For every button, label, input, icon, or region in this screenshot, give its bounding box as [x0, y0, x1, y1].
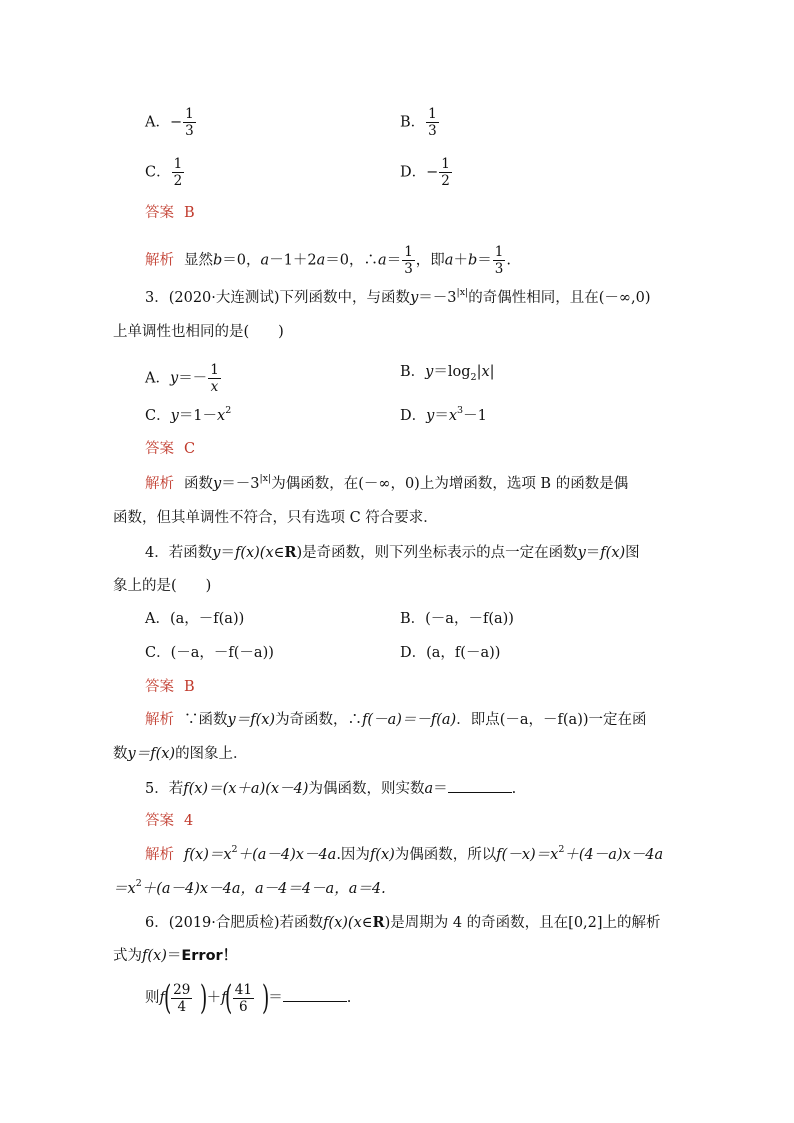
stem-text: 的奇偶性相同，且在(－∞,0) — [468, 290, 651, 306]
math-text: ＝1－ — [178, 408, 218, 424]
math-text: ＝－3 — [418, 290, 457, 306]
stem-text: 4．若函数 — [145, 545, 213, 561]
minus-sign: − — [426, 164, 439, 181]
math-text: . — [511, 781, 517, 797]
math-text: ＝ — [477, 252, 492, 269]
q4-option-d — [400, 643, 500, 663]
left-paren: ( — [225, 978, 233, 1018]
q3-option-b — [400, 362, 495, 382]
var: y — [425, 364, 434, 380]
q6-stem-line1 — [145, 913, 661, 933]
math-text: －1 — [463, 408, 487, 424]
var: a — [444, 252, 454, 269]
numerator: 1 — [441, 156, 450, 172]
q3-stem-line1 — [145, 288, 651, 308]
q3-answer — [145, 439, 195, 459]
fraction — [183, 106, 196, 139]
left-paren: ( — [163, 978, 172, 1018]
math-text: ＋ — [453, 252, 468, 269]
option-letter: D． — [400, 408, 427, 424]
var: y — [170, 408, 179, 424]
math-text: ＝ — [585, 545, 601, 561]
q2-option-a — [145, 106, 197, 139]
math-text: R — [284, 544, 297, 561]
math-text: . — [346, 990, 352, 1006]
var: |x| — [476, 364, 495, 380]
analysis-text: 显然 — [184, 252, 213, 269]
analysis-label: 解析 — [145, 252, 174, 269]
math-text: R — [372, 914, 385, 931]
superscript: 2 — [231, 844, 238, 856]
var: f(－x)＝x — [496, 847, 559, 863]
var: x — [217, 408, 226, 424]
fraction — [172, 156, 185, 189]
denominator: 3 — [428, 123, 437, 139]
var: ＝f(x) — [135, 746, 176, 762]
answer-blank[interactable] — [448, 778, 512, 793]
var: f(x) — [142, 948, 167, 964]
var: ＝f(x) — [235, 712, 276, 728]
var: ＋(4－a)x－4a — [564, 847, 664, 863]
option-text: A．(a，－f(a)) — [145, 611, 245, 627]
denominator: 3 — [404, 261, 413, 277]
var: y — [212, 545, 221, 561]
math-text: ＝ — [433, 781, 448, 797]
numerator: 1 — [210, 362, 219, 378]
denominator: 4 — [177, 998, 187, 1015]
analysis-text: 的图象上． — [175, 746, 248, 762]
superscript: 2 — [558, 844, 565, 856]
q3-option-c — [145, 406, 231, 426]
stem-text: 为偶函数，则实数 — [308, 781, 425, 797]
analysis-label: 解析 — [145, 847, 174, 863]
analysis-label: 解析 — [145, 712, 174, 728]
math-text: ∈ — [273, 545, 285, 561]
option-text: D．(a，f(－a)) — [400, 645, 501, 661]
math-text: ＝log — [433, 364, 471, 380]
analysis-text: ．即点(－a，－f(a))一定在函 — [456, 712, 647, 728]
stem-text: 式为 — [113, 948, 142, 964]
q3-option-a — [145, 362, 222, 395]
answer-label: 答案 — [145, 679, 174, 695]
math-text: ＝0，∴ — [325, 252, 379, 269]
error-text: Error！ — [181, 948, 238, 964]
option-letter: B． — [400, 364, 426, 380]
var: f — [159, 990, 165, 1006]
var: a — [260, 252, 270, 269]
var: (x) — [605, 545, 626, 561]
var: y — [426, 408, 435, 424]
right-paren: ) — [200, 978, 208, 1018]
var: a — [424, 781, 434, 797]
answer-label: 答案 — [145, 205, 174, 221]
math-text: ＝0， — [222, 252, 261, 269]
q3-option-d — [400, 406, 487, 426]
math-text: ＝ — [386, 252, 402, 269]
fraction — [402, 244, 415, 277]
var: ＝x — [113, 881, 136, 897]
option-text: B．(－a，－f(a)) — [400, 611, 514, 627]
q4-analysis-line2 — [113, 744, 248, 764]
q3-analysis-line2 — [113, 508, 438, 528]
q4-stem-line2 — [113, 576, 211, 596]
q4-option-a — [145, 609, 244, 629]
stem-text: 图 — [625, 545, 640, 561]
math-text: ∈ — [361, 915, 373, 931]
stem-text: 5．若 — [145, 781, 184, 797]
superscript: 3 — [457, 405, 464, 417]
var: f(x)＝(x＋a)(x－4) — [183, 781, 309, 797]
var: f(－a)＝－f(a) — [362, 712, 457, 728]
answer-value: 4 — [184, 813, 194, 829]
superscript: |x| — [456, 287, 469, 299]
numerator: 1 — [404, 244, 413, 260]
math-text: ＝ — [220, 545, 235, 561]
math-text: . — [506, 252, 511, 269]
q5-stem — [145, 778, 516, 799]
option-letter: C． — [145, 408, 171, 424]
var: (x)(x — [240, 545, 274, 561]
math-text: ＝－ — [178, 370, 208, 387]
superscript: 2 — [135, 878, 142, 890]
answer-label: 答案 — [145, 813, 174, 829]
math-text: ＋ — [206, 990, 222, 1006]
analysis-text: 函数 — [184, 476, 213, 492]
q2-analysis — [145, 244, 511, 277]
stem-text: 象上的是( ) — [113, 578, 212, 594]
q6-question — [145, 978, 351, 1018]
fraction — [208, 362, 221, 395]
denominator: x — [210, 379, 219, 395]
stem-text: 6．(2019·合肥质检)若函数 — [145, 915, 324, 931]
denominator: 3 — [185, 123, 194, 139]
q6-stem-line2 — [113, 946, 237, 966]
minus-sign: − — [169, 114, 183, 131]
denominator: 2 — [173, 173, 183, 189]
option-letter: A． — [145, 370, 170, 387]
q4-answer — [145, 677, 195, 697]
var: y — [127, 746, 136, 762]
numerator: 1 — [185, 106, 194, 122]
option-letter: D． — [400, 164, 427, 181]
var: a — [316, 252, 326, 269]
var: y — [577, 545, 586, 561]
q2-answer — [145, 203, 195, 223]
var: ＋(a－4)x－4a — [237, 847, 337, 863]
var: f — [234, 545, 241, 561]
analysis-text: 数 — [113, 746, 128, 762]
q3-analysis-line1 — [145, 474, 628, 494]
stem-text: )是周期为 4 的奇函数，且在[0,2]上的解析 — [384, 915, 661, 931]
numerator: 1 — [494, 244, 504, 260]
var: ＋(a－4)x－4a，a－4＝4－a，a＝4. — [141, 881, 386, 897]
option-text: C．(－a，－f(－a)) — [145, 645, 274, 661]
q2-option-c — [145, 156, 185, 189]
var: f — [600, 545, 606, 561]
fraction — [233, 982, 254, 1015]
answer-value: C — [184, 441, 196, 457]
superscript: |x| — [259, 473, 272, 485]
math-text: －1＋2 — [269, 252, 317, 269]
denominator: 3 — [494, 261, 504, 277]
stem-text: 则 — [145, 990, 160, 1006]
superscript: 2 — [225, 405, 232, 417]
analysis-text: .因为 — [336, 847, 370, 863]
option-letter: A． — [145, 114, 170, 131]
var: b — [467, 252, 478, 269]
q3-stem-line2 — [113, 322, 284, 342]
var: y — [227, 712, 236, 728]
q4-analysis-line1 — [145, 710, 647, 730]
var: f — [221, 990, 227, 1006]
denominator: 6 — [239, 998, 248, 1015]
right-paren: ) — [261, 978, 270, 1018]
denominator: 2 — [441, 173, 450, 189]
numerator: 1 — [173, 156, 183, 172]
math-text: ＝ — [268, 990, 283, 1006]
numerator: 41 — [234, 981, 252, 998]
fraction — [426, 106, 439, 139]
var: b — [213, 252, 223, 269]
var: f(x) — [369, 847, 395, 863]
math-text: ＝ — [166, 948, 182, 964]
answer-label: 答案 — [145, 441, 174, 457]
q4-stem-line1 — [145, 543, 640, 563]
fraction — [493, 244, 506, 277]
q4-option-c — [145, 643, 274, 663]
q4-option-b — [400, 609, 514, 629]
q2-option-d — [400, 156, 453, 189]
analysis-text: 为偶函数，所以 — [394, 847, 497, 863]
math-text: ，即 — [415, 252, 445, 269]
q2-option-b — [400, 106, 440, 139]
numerator: 29 — [173, 981, 191, 998]
fraction — [439, 156, 452, 189]
fraction — [171, 982, 192, 1015]
analysis-label: 解析 — [145, 476, 174, 492]
q5-analysis-line1 — [145, 845, 663, 865]
answer-blank[interactable] — [283, 987, 347, 1002]
var: y — [410, 290, 419, 306]
stem-text: )是奇函数，则下列坐标表示的点一定在函数 — [296, 545, 578, 561]
var: f(x)＝x — [184, 847, 232, 863]
option-letter: C． — [145, 164, 171, 181]
answer-value: B — [184, 205, 195, 221]
subscript: 2 — [470, 371, 477, 383]
analysis-text: 函数，但其单调性不符合，只有选项 C 符合要求． — [113, 510, 438, 526]
analysis-text: 为奇函数，∴ — [275, 712, 363, 728]
q5-analysis-line2 — [113, 879, 386, 899]
option-letter: B． — [400, 114, 426, 131]
math-text: ＝ — [434, 408, 449, 424]
stem-text: 上单调性也相同的是( ) — [113, 324, 284, 340]
var: x — [448, 408, 458, 424]
math-text: ＝－3 — [221, 476, 260, 492]
answer-value: B — [184, 679, 195, 695]
var: a — [378, 252, 387, 269]
stem-text: 3．(2020·大连测试)下列函数中，与函数 — [145, 290, 411, 306]
var: y — [169, 370, 179, 387]
var: y — [213, 476, 222, 492]
q5-answer — [145, 811, 193, 831]
numerator: 1 — [428, 106, 437, 122]
analysis-text: 为偶函数，在(－∞，0)上为增函数，选项 B 的函数是偶 — [271, 476, 629, 492]
analysis-text: ∵函数 — [184, 712, 228, 728]
var: f(x)(x — [323, 915, 362, 931]
